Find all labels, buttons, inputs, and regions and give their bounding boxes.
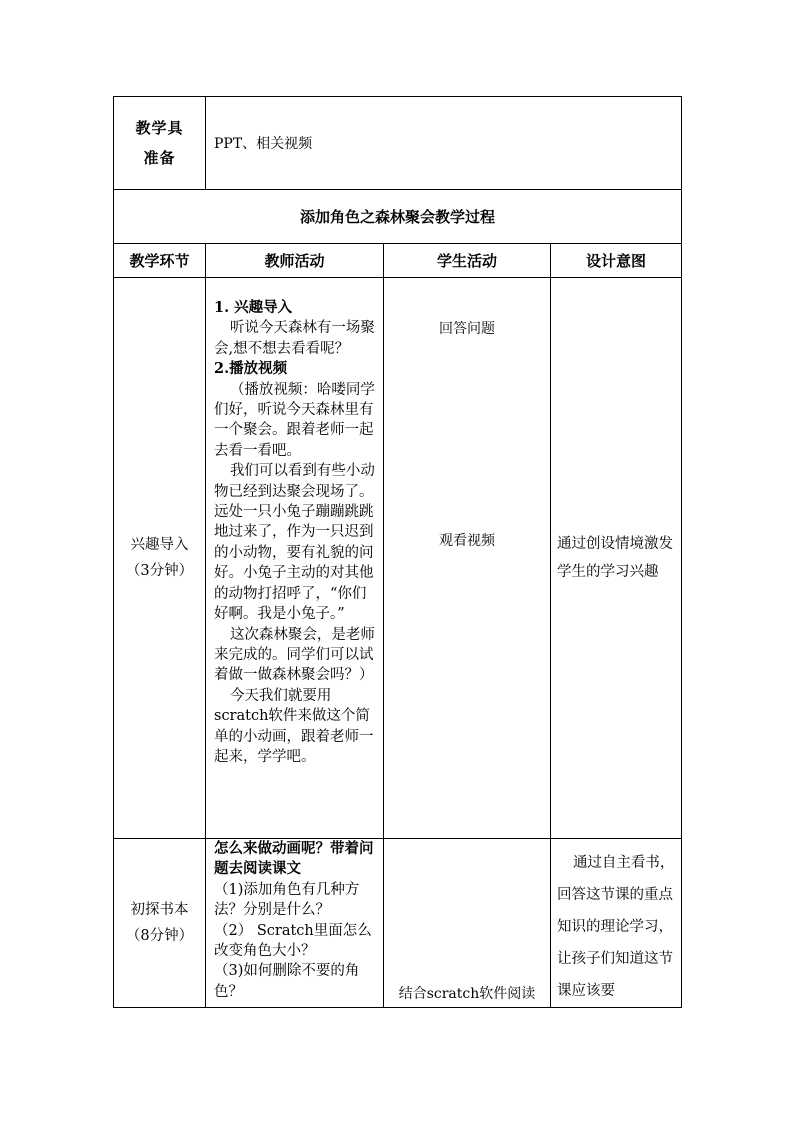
prep-label <box>114 97 206 190</box>
teacher-activity-cell <box>206 278 384 839</box>
lesson-plan-table <box>113 96 682 1008</box>
header-teacher: 教师活动 <box>206 244 384 278</box>
teacher-heading: 怎么来做动画呢？带着问题去阅读课文 <box>214 840 374 878</box>
stage-cell <box>114 278 206 839</box>
prep-label-line2: 准备 <box>143 149 176 167</box>
teacher-question-2: （2） Scratch里面怎么改变角色大小？ <box>214 922 372 960</box>
teacher-question-1: （1)添加角色有几种方法？分别是什么？ <box>214 881 360 919</box>
teacher-heading-1: 1. 兴趣导入 <box>214 299 293 316</box>
student-activity-cell <box>384 278 551 839</box>
prep-row <box>114 97 682 190</box>
student-activity-cell: 结合scratch软件阅读 <box>384 839 551 1008</box>
design-intent-cell: 通过自主看书，回答这节课的重点知识的理论学习，让孩子们知道这节课应该要 <box>551 839 682 1008</box>
stage-duration: （8分钟） <box>125 928 194 944</box>
teacher-paragraph-3: 我们可以看到有些小动物已经到达聚会现场了。远处一只小兔子蹦蹦跳跳地过来了，作为一只迟到的小动物，要有礼貌的问好。小兔子主动的对其他的动物打招呼了，“你们好啊。我是小兔子。” <box>214 463 375 623</box>
teacher-activity-cell <box>206 839 384 1008</box>
teacher-paragraph-4: 这次森林聚会，是老师来完成的。同学们可以试着做一做森林聚会吗？） <box>214 626 375 684</box>
student-activity-2: 观看视频 <box>439 533 495 549</box>
teacher-paragraph-1: 听说今天森林有一场聚会,想不想去看看呢？ <box>214 320 375 357</box>
teacher-paragraph-5: 今天我们就要用scratch软件来做这个简单的小动画，跟着老师一起来，学学吧。 <box>214 687 374 765</box>
stage-cell <box>114 839 206 1008</box>
section-title-row <box>114 190 682 244</box>
prep-value: PPT、相关视频 <box>206 97 682 190</box>
row-explore-book <box>114 839 682 1008</box>
stage-name: 兴趣导入 <box>130 537 189 553</box>
stage-name: 初探书本 <box>130 902 189 918</box>
teacher-question-3: （3)如何删除不要的角色？ <box>214 963 360 1000</box>
student-activity-1: 回答问题 <box>439 321 495 337</box>
stage-duration: （3分钟） <box>125 563 194 579</box>
section-title: 添加角色之森林聚会教学过程 <box>114 190 682 244</box>
design-intent-cell: 通过创设情境激发学生的学习兴趣 <box>551 278 682 839</box>
teacher-paragraph-2: （播放视频：哈喽同学们好，听说今天森林里有一个聚会。跟着老师一起去看一看吧。 <box>214 381 375 459</box>
header-stage: 教学环节 <box>114 244 206 278</box>
header-student: 学生活动 <box>384 244 551 278</box>
row-interest-intro <box>114 278 682 839</box>
header-row <box>114 244 682 278</box>
teacher-heading-2: 2.播放视频 <box>214 360 288 378</box>
prep-label-line1: 教学具 <box>135 119 184 137</box>
header-intent: 设计意图 <box>551 244 682 278</box>
